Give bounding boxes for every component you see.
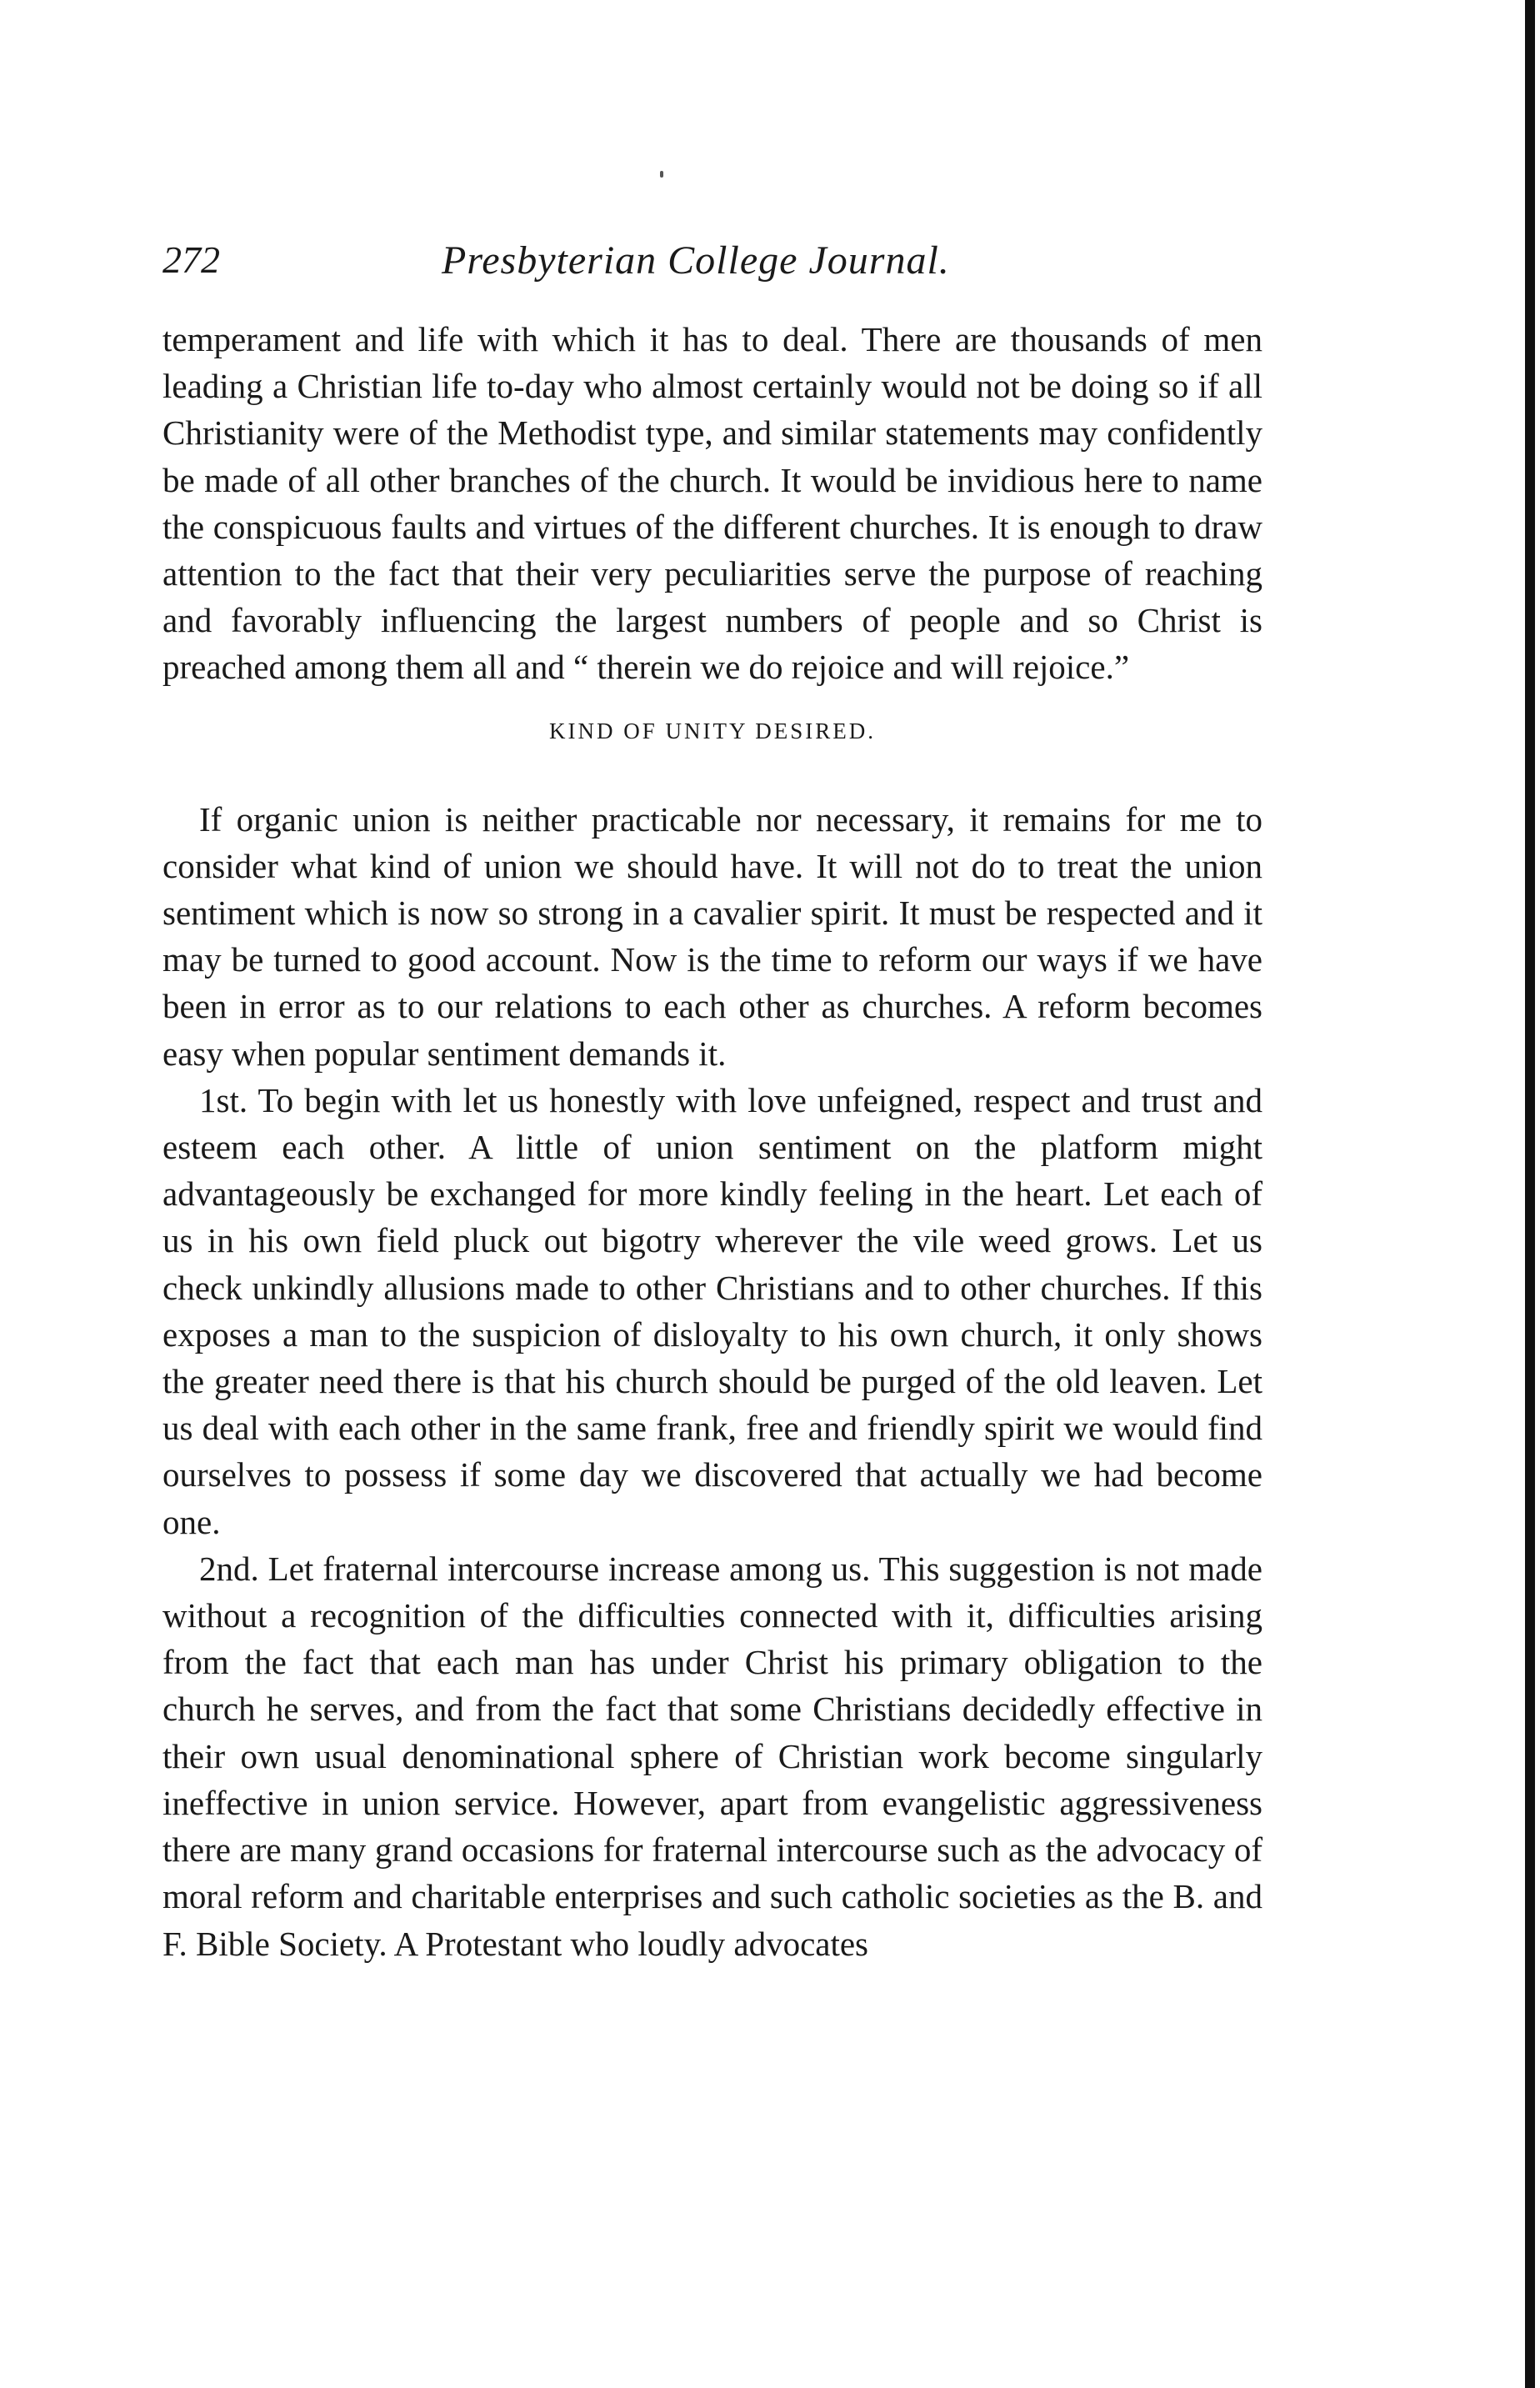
paragraph-second-point: 2nd. Let fraternal intercourse increase among us. This suggestion is not made without a recognition of the difficulties connected with it, difficulties arising from the fact that each man has under Christ his primary obligation to the church he serves, and from the fact that some Christians decidedly effective in their own usual denominational sphere of Christian work become singularly ineffective in union service. However, apart from evangelistic aggressiveness there are many grand occasions for fraternal intercourse such as the advocacy of moral reform and charitable enterprises and such catholic societies as the B. and F. Bible Society. A Protestant who loudly advocates: [162, 1549, 1262, 1963]
body-text: [162, 316, 1262, 1967]
section-heading: KIND OF UNITY DESIRED.: [549, 718, 876, 743]
page-number: 272: [162, 238, 220, 281]
running-header: [162, 238, 1262, 304]
journal-title: Presbyterian College Journal.: [442, 238, 950, 283]
page-binding-edge: [1525, 0, 1535, 2388]
paragraph-first-point: 1st. To begin with let us honestly with love unfeigned, respect and trust and esteem each other. A little of union sentiment on the platform might advantageously be exchanged for more kindly feeling in the heart. Let each of us in his own field pluck out bigotry wherever the vile weed grows. Let us check unkindly allusions made to other Christians and to other churches. If this exposes a man to the suspicion of disloyalty to his own church, it only shows the greater need there is that his church should be purged of the old leaven. Let us deal with each other in the same frank, free and friendly spirit we would find ourselves to possess if some day we discovered that actually we had become one.: [162, 1080, 1262, 1541]
paragraph-continued: temperament and life with which it has to deal. There are thousands of men leading a Christian life to-day who almost certainly would not be doing so if all Christianity were of the Methodist type, and similar statements may confidently be made of all other branches of the church. It would be invidious here to name the conspicuous faults and virtues of the different churches. It is enough to draw attention to the fact that their very peculiarities serve the purpose of reaching and favorably influencing the largest numbers of people and so Christ is preached among them all and “ therein we do rejoice and will rejoice.”: [162, 320, 1262, 687]
document-page: [162, 238, 1262, 1967]
paragraph-organic-union: If organic union is neither practicable nor necessary, it remains for me to consider what kind of union we should have. It will not do to treat the union sentiment which is now so strong in a cavalier spirit. It must be respected and it may be turned to good account. Now is the time to reform our ways if we have been in error as to our relations to each other as churches. A reform becomes easy when popular sentiment demands it.: [162, 799, 1262, 1073]
scan-speck: [660, 171, 663, 178]
